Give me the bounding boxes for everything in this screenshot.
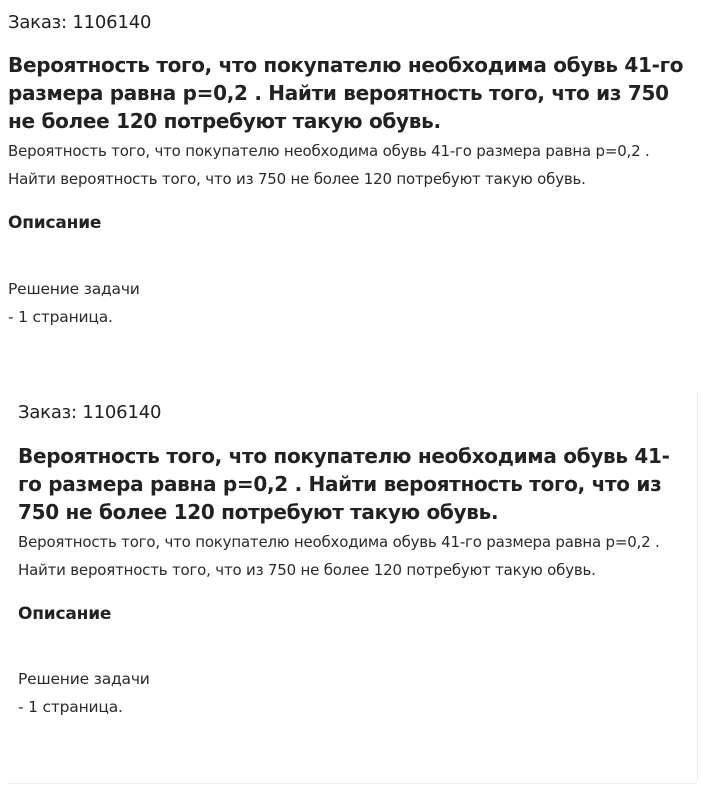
order-number: Заказ: 1106140 [8, 12, 152, 33]
order-listing [0, 0, 701, 380]
order-listing [8, 392, 698, 784]
order-number: Заказ: 1106140 [18, 402, 162, 423]
description-heading: Описание [18, 604, 112, 624]
pages-line: - 1 страница. [8, 308, 113, 326]
pages-line: - 1 страница. [18, 698, 123, 716]
problem-description: Вероятность того, что покупателю необходима обувь 41-го размера равна p=0,2 . Найти вероятность того, что из 750 не более 120 потребуют такую обувь. [18, 533, 660, 579]
problem-title: Вероятность того, что покупателю необходима обувь 41-го размера равна p=0,2 . Найти вероятность того, что из 750 не более 120 потребуют такую обувь. [8, 53, 684, 133]
problem-description: Вероятность того, что покупателю необходима обувь 41-го размера равна p=0,2 . Найти вероятность того, что из 750 не более 120 потребуют такую обувь. [8, 142, 650, 188]
solution-line: Решение задачи [8, 280, 140, 298]
solution-line: Решение задачи [18, 670, 150, 688]
problem-title: Вероятность того, что покупателю необходима обувь 41-го размера равна p=0,2 . Найти вероятность того, что из 750 не более 120 потребуют такую обувь. [18, 444, 670, 524]
description-heading: Описание [8, 213, 102, 233]
